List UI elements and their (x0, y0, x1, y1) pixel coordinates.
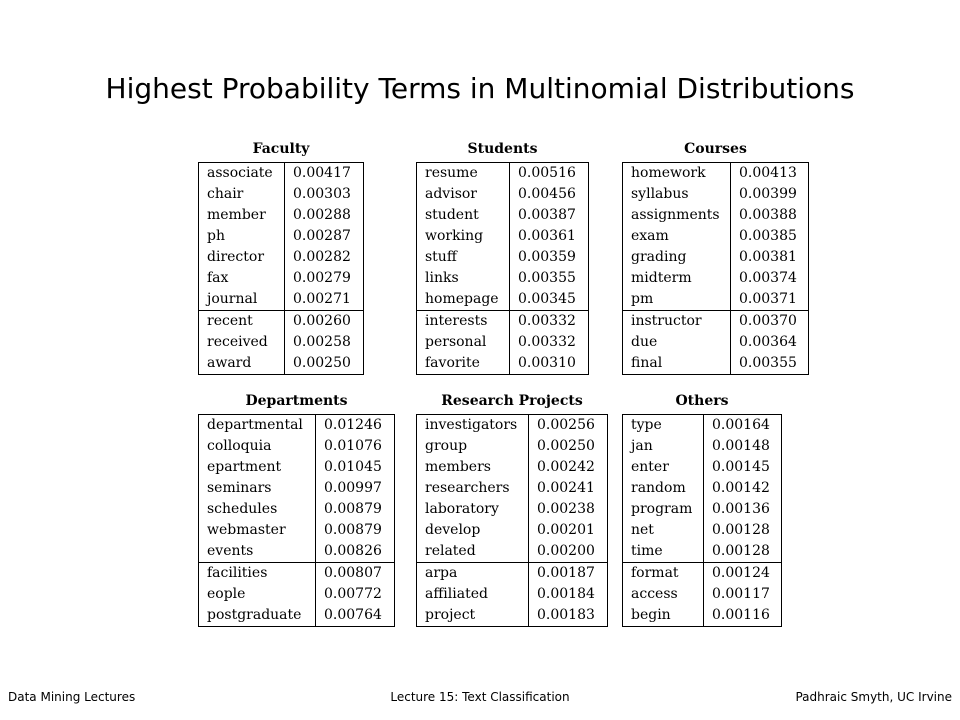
probability-cell: 0.00238 (537, 501, 595, 517)
term-cell: epartment (199, 457, 316, 478)
table-row (417, 415, 607, 436)
term-cell: arpa (417, 563, 529, 584)
term-cell: received (199, 332, 285, 353)
probability-cell: 0.00256 (537, 417, 595, 433)
term-cell: favorite (417, 353, 510, 374)
probability-cell: 0.00387 (518, 207, 576, 223)
table-grid (416, 162, 589, 375)
probability-cell: 0.01076 (324, 438, 382, 454)
term-cell: director (199, 247, 285, 268)
table-row (199, 353, 363, 374)
term-cell: colloquia (199, 436, 316, 457)
table-row (199, 605, 394, 626)
term-cell: jan (623, 436, 704, 457)
table-row (623, 562, 781, 584)
footer-right: Padhraic Smyth, UC Irvine (795, 690, 952, 704)
term-cell: enter (623, 457, 704, 478)
table-row (623, 541, 781, 562)
table-row (417, 310, 588, 332)
table-row (623, 268, 808, 289)
term-cell: ph (199, 226, 285, 247)
table-row (417, 562, 607, 584)
table-row (417, 478, 607, 499)
term-cell: grading (623, 247, 731, 268)
table-row (417, 184, 588, 205)
table-row (417, 541, 607, 562)
term-cell: personal (417, 332, 510, 353)
probability-cell: 0.00332 (518, 334, 576, 350)
table-row (623, 605, 781, 626)
probability-cell: 0.00807 (324, 565, 382, 581)
term-cell: award (199, 353, 285, 374)
table-row (623, 415, 781, 436)
probability-cell: 0.00271 (293, 291, 351, 307)
term-cell: interests (417, 311, 510, 332)
term-cell: facilities (199, 563, 316, 584)
table-row (623, 457, 781, 478)
probability-cell: 0.00879 (324, 522, 382, 538)
table-row (199, 268, 363, 289)
probability-cell: 0.00142 (712, 480, 770, 496)
table-row (623, 499, 781, 520)
probability-cell: 0.00388 (739, 207, 797, 223)
table-title: Research Projects (441, 393, 583, 409)
probability-cell: 0.00128 (712, 522, 770, 538)
probability-cell: 0.00355 (739, 355, 797, 371)
term-cell: project (417, 605, 529, 626)
term-cell: advisor (417, 184, 510, 205)
term-cell: midterm (623, 268, 731, 289)
table-title: Faculty (252, 141, 310, 157)
table-grid (198, 414, 395, 627)
term-cell: associate (199, 163, 285, 184)
probability-cell: 0.00361 (518, 228, 576, 244)
table-row (417, 332, 588, 353)
probability-cell: 0.00128 (712, 543, 770, 559)
probability-cell: 0.01246 (324, 417, 382, 433)
probability-cell: 0.00124 (712, 565, 770, 581)
term-cell: final (623, 353, 731, 374)
term-cell: members (417, 457, 529, 478)
term-cell: homepage (417, 289, 510, 310)
term-cell: student (417, 205, 510, 226)
probability-cell: 0.00417 (293, 165, 351, 181)
probability-table (622, 140, 809, 375)
term-cell: stuff (417, 247, 510, 268)
term-cell: net (623, 520, 704, 541)
term-cell: develop (417, 520, 529, 541)
table-row (623, 184, 808, 205)
table-title: Courses (684, 141, 747, 157)
probability-cell: 0.00287 (293, 228, 351, 244)
probability-cell: 0.00136 (712, 501, 770, 517)
term-cell: affiliated (417, 584, 529, 605)
term-cell: access (623, 584, 704, 605)
term-cell: seminars (199, 478, 316, 499)
table-row (199, 541, 394, 562)
term-cell: due (623, 332, 731, 353)
term-cell: journal (199, 289, 285, 310)
term-cell: fax (199, 268, 285, 289)
term-cell: syllabus (623, 184, 731, 205)
table-row (417, 520, 607, 541)
table-row (417, 605, 607, 626)
probability-cell: 0.00371 (739, 291, 797, 307)
probability-table (198, 140, 364, 375)
term-cell: resume (417, 163, 510, 184)
term-cell: format (623, 563, 704, 584)
probability-cell: 0.00288 (293, 207, 351, 223)
table-grid (416, 414, 608, 627)
table-row (623, 163, 808, 184)
footer-left: Data Mining Lectures (8, 690, 136, 704)
table-grid (622, 414, 782, 627)
slide-title: Highest Probability Terms in Multinomial Distributions (105, 72, 855, 105)
term-cell: pm (623, 289, 731, 310)
probability-cell: 0.00370 (739, 313, 797, 329)
probability-cell: 0.00364 (739, 334, 797, 350)
table-row (199, 499, 394, 520)
probability-cell: 0.00374 (739, 270, 797, 286)
table-row (623, 332, 808, 353)
table-row (199, 562, 394, 584)
probability-cell: 0.00200 (537, 543, 595, 559)
table-row (623, 205, 808, 226)
table-row (199, 436, 394, 457)
probability-cell: 0.00355 (518, 270, 576, 286)
probability-cell: 0.00997 (324, 480, 382, 496)
term-cell: schedules (199, 499, 316, 520)
probability-cell: 0.00258 (293, 334, 351, 350)
term-cell: events (199, 541, 316, 562)
table-row (417, 247, 588, 268)
term-cell: type (623, 415, 704, 436)
term-cell: eople (199, 584, 316, 605)
probability-cell: 0.00385 (739, 228, 797, 244)
term-cell: time (623, 541, 704, 562)
probability-cell: 0.00826 (324, 543, 382, 559)
table-row (199, 478, 394, 499)
term-cell: exam (623, 226, 731, 247)
probability-cell: 0.00772 (324, 586, 382, 602)
term-cell: investigators (417, 415, 529, 436)
table-row (199, 205, 363, 226)
table-row (199, 289, 363, 310)
probability-table (416, 392, 608, 627)
probability-cell: 0.00279 (293, 270, 351, 286)
term-cell: chair (199, 184, 285, 205)
probability-table (622, 392, 782, 627)
probability-cell: 0.00116 (712, 607, 770, 623)
table-row (417, 457, 607, 478)
probability-cell: 0.00332 (518, 313, 576, 329)
table-row (417, 268, 588, 289)
table-row (199, 520, 394, 541)
probability-cell: 0.00164 (712, 417, 770, 433)
term-cell: assignments (623, 205, 731, 226)
probability-cell: 0.00187 (537, 565, 595, 581)
probability-cell: 0.00145 (712, 459, 770, 475)
probability-cell: 0.00148 (712, 438, 770, 454)
probability-cell: 0.00764 (324, 607, 382, 623)
probability-cell: 0.00381 (739, 249, 797, 265)
probability-table (416, 140, 589, 375)
probability-cell: 0.00282 (293, 249, 351, 265)
term-cell: homework (623, 163, 731, 184)
probability-cell: 0.00345 (518, 291, 576, 307)
table-row (417, 289, 588, 310)
probability-cell: 0.00201 (537, 522, 595, 538)
probability-cell: 0.00250 (293, 355, 351, 371)
table-row (417, 499, 607, 520)
probability-cell: 0.00456 (518, 186, 576, 202)
table-row (199, 163, 363, 184)
probability-cell: 0.00516 (518, 165, 576, 181)
probability-table (198, 392, 395, 627)
term-cell: begin (623, 605, 704, 626)
table-row (417, 163, 588, 184)
probability-cell: 0.00183 (537, 607, 595, 623)
probability-cell: 0.00310 (518, 355, 576, 371)
probability-cell: 0.00184 (537, 586, 595, 602)
table-row (199, 415, 394, 436)
table-row (199, 184, 363, 205)
probability-cell: 0.00359 (518, 249, 576, 265)
table-row (417, 353, 588, 374)
term-cell: related (417, 541, 529, 562)
term-cell: laboratory (417, 499, 529, 520)
table-row (623, 289, 808, 310)
table-row (623, 520, 781, 541)
term-cell: recent (199, 311, 285, 332)
term-cell: departmental (199, 415, 316, 436)
probability-cell: 0.00242 (537, 459, 595, 475)
table-row (623, 478, 781, 499)
table-row (417, 584, 607, 605)
table-title: Students (467, 141, 538, 157)
term-cell: instructor (623, 311, 731, 332)
term-cell: random (623, 478, 704, 499)
probability-cell: 0.00117 (712, 586, 770, 602)
term-cell: group (417, 436, 529, 457)
term-cell: program (623, 499, 704, 520)
table-row (417, 205, 588, 226)
table-row (199, 584, 394, 605)
term-cell: working (417, 226, 510, 247)
table-row (623, 353, 808, 374)
table-row (199, 457, 394, 478)
term-cell: webmaster (199, 520, 316, 541)
table-row (199, 247, 363, 268)
table-row (623, 436, 781, 457)
table-row (623, 226, 808, 247)
probability-cell: 0.00250 (537, 438, 595, 454)
table-grid (198, 162, 364, 375)
table-title: Others (675, 393, 729, 409)
table-row (199, 226, 363, 247)
table-row (417, 226, 588, 247)
probability-cell: 0.00879 (324, 501, 382, 517)
table-row (199, 332, 363, 353)
term-cell: links (417, 268, 510, 289)
term-cell: researchers (417, 478, 529, 499)
table-row (417, 436, 607, 457)
probability-cell: 0.00303 (293, 186, 351, 202)
probability-cell: 0.00241 (537, 480, 595, 496)
table-row (623, 584, 781, 605)
probability-cell: 0.00413 (739, 165, 797, 181)
footer-center: Lecture 15: Text Classification (390, 690, 570, 704)
table-row (199, 310, 363, 332)
table-row (623, 310, 808, 332)
probability-cell: 0.00399 (739, 186, 797, 202)
table-grid (622, 162, 809, 375)
term-cell: postgraduate (199, 605, 316, 626)
table-row (623, 247, 808, 268)
term-cell: member (199, 205, 285, 226)
probability-cell: 0.00260 (293, 313, 351, 329)
probability-cell: 0.01045 (324, 459, 382, 475)
table-title: Departments (245, 393, 348, 409)
